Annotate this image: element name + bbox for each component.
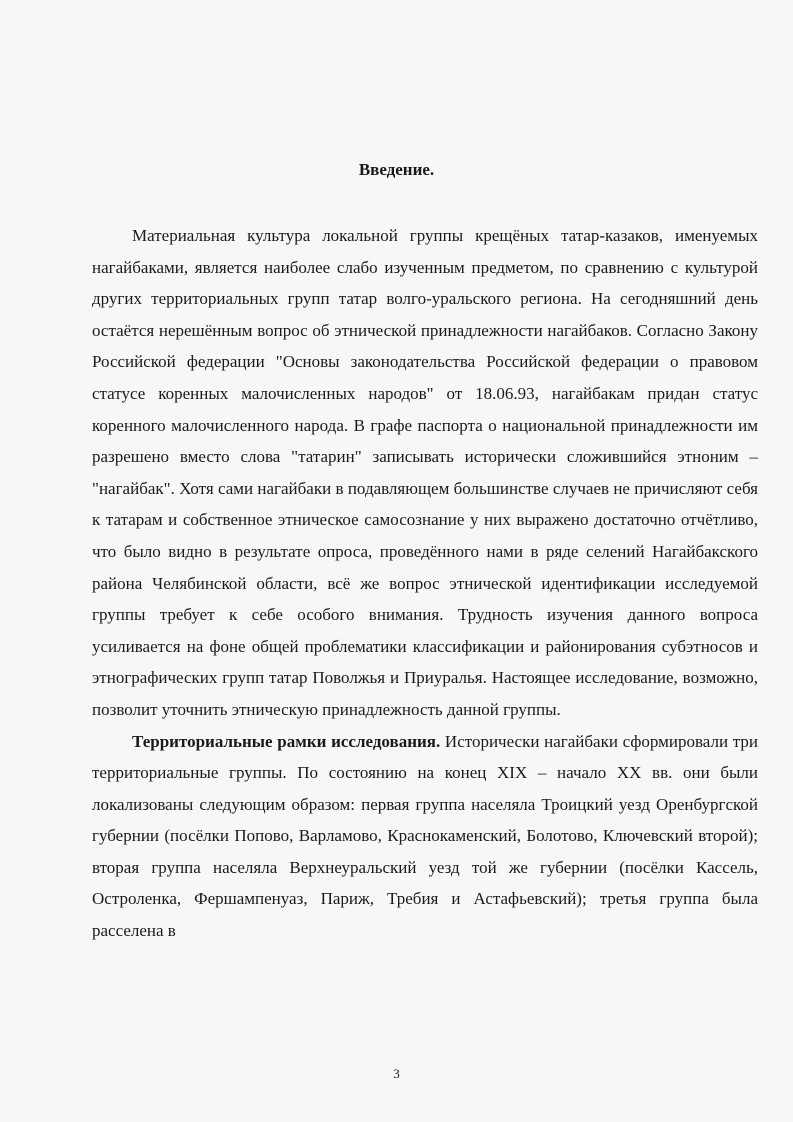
paragraph-lead-term: Территориальные рамки исследования.: [132, 731, 441, 751]
paragraph-introduction: Материальная культура локальной группы крещёных татар-казаков, именуемых нагайбаками, является наиболее слабо изученным предметом, по сравнению с культурой других территориальных групп татар волго-уральского региона. На сегодняшний день остаётся нерешённым вопрос об этнической принадлежности нагайбаков. Согласно Закону Российской федерации "Основы законодательства Российской федерации о правовом статусе коренных малочисленных народов" от 18.06.93, нагайбакам придан статус коренного малочисленного народа. В графе паспорта о национальной принадлежности им разрешено вместо слова "татарин" записывать исторически сложившийся этноним – "нагайбак". Хотя сами нагайбаки в подавляющем большинстве случаев не причисляют себя к татарам и собственное этническое самосознание у них выражено достаточно отчётливо, что было видно в результате опроса, проведённого нами в ряде селений Нагайбакского района Челябинской области, всё же вопрос этнической идентификации исследуемой группы требует к себе особого внимания. Трудность изучения данного вопроса усиливается на фоне общей проблематики классификации и районирования субэтносов и этнографических групп татар Поволжья и Приуралья. Настоящее исследование, возможно, позволит уточнить этническую принадлежность данной группы.: [92, 226, 758, 719]
page-number: 3: [393, 1066, 400, 1081]
body-text: [92, 220, 758, 947]
paragraph-territorial-scope: [92, 726, 758, 947]
section-heading: Введение.: [358, 160, 435, 179]
paragraph-continuation: Исторически нагайбаки сформировали три территориальные группы. По состоянию на конец XIX – начало XX вв. они были локализованы следующим образом: первая группа населяла Троицкий уезд Оренбургской губернии (посёлки Попово, Варламово, Краснокаменский, Болотово, Ключевский второй); вторая группа населяла Верхнеуральский уезд той же губернии (посёлки Кассель, Остроленка, Фершампенуаз, Париж, Требия и Астафьевский); третья группа была расселена в: [92, 731, 758, 941]
